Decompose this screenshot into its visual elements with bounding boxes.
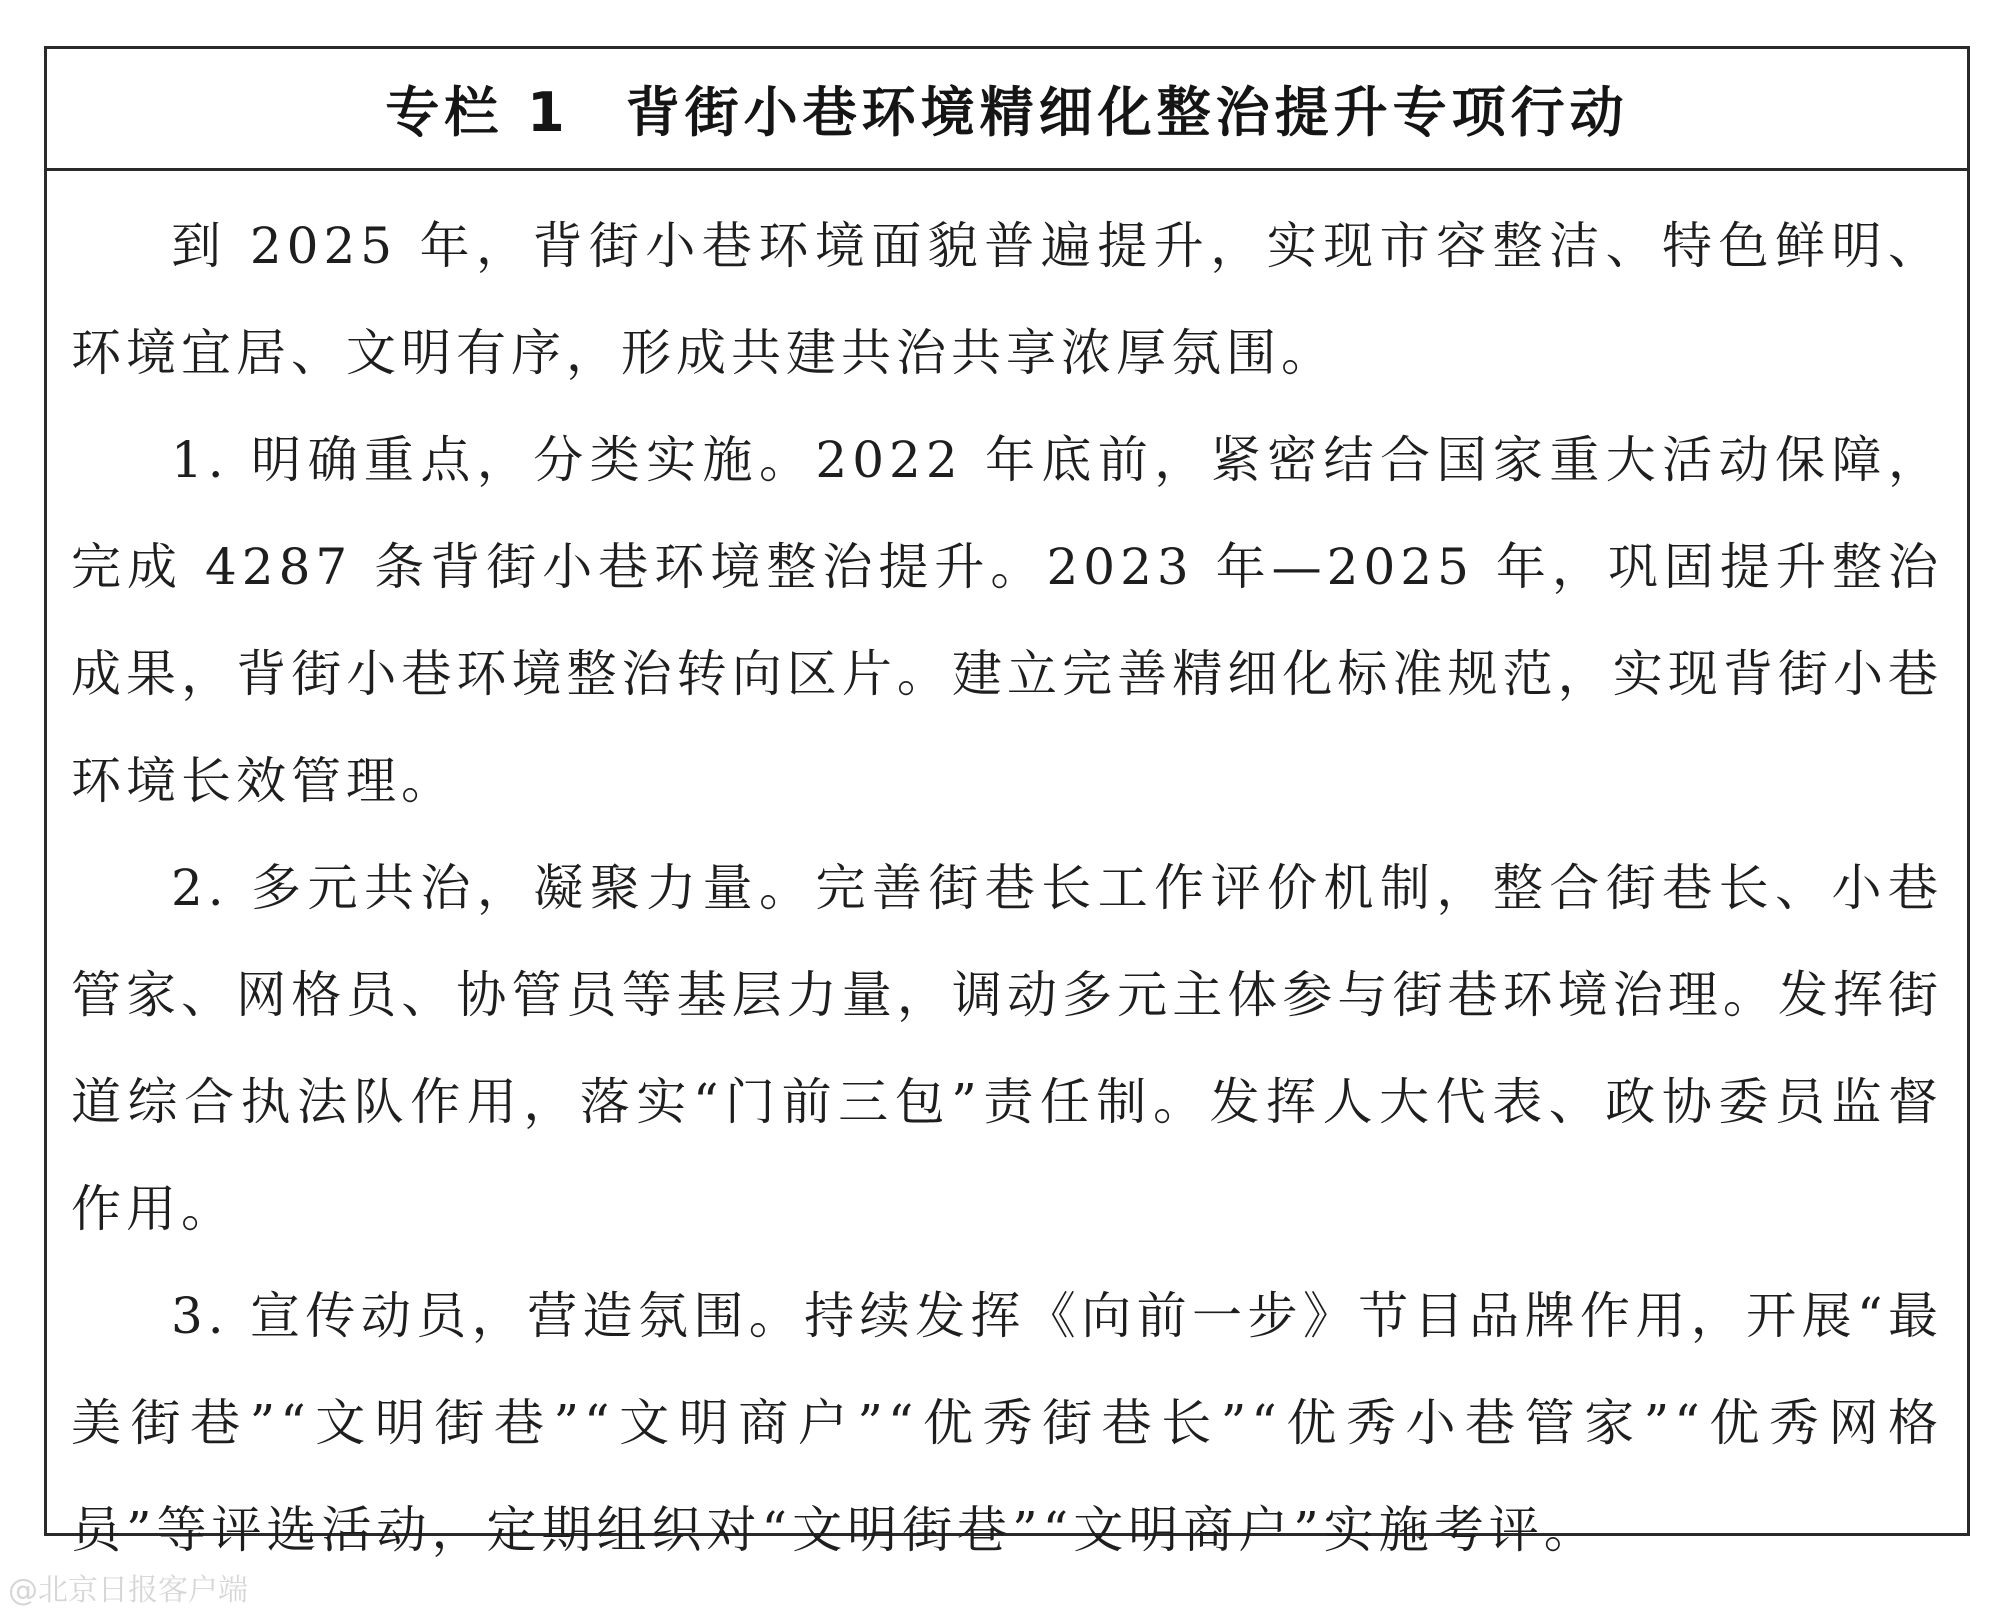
column-box [44, 46, 1970, 1559]
item-3-paragraph: 3. 宣传动员，营造氛围。持续发挥《向前一步》节目品牌作用，开展“最美街巷”“文明街巷”“文明商户”“优秀街巷长”“优秀小巷管家”“优秀网格员”等评选活动，定期组织对“文明街巷”“文明商户”实施考评。 [71, 1287, 1943, 1559]
column-header [47, 49, 1967, 171]
intro-paragraph: 到 2025 年，背街小巷环境面貌普遍提升，实现市容整洁、特色鲜明、环境宜居、文明有序，形成共建共治共享浓厚氛围。 [71, 217, 1943, 382]
column-body [47, 171, 1967, 1584]
column-title: 背街小巷环境精细化整治提升专项行动 [625, 81, 1629, 144]
item-1-paragraph: 1. 明确重点，分类实施。2022 年底前，紧密结合国家重大活动保障，完成 4287 条背街小巷环境整治提升。2023 年—2025 年，巩固提升整治成果，背街小巷环境整治转向区片。建立完善精细化标准规范，实现背街小巷环境长效管理。 [71, 431, 1943, 810]
column-label: 专栏 1 [385, 81, 570, 144]
watermark: @北京日报客户端 [8, 1573, 248, 1608]
item-2-paragraph: 2. 多元共治，凝聚力量。完善街巷长工作评价机制，整合街巷长、小巷管家、网格员、协管员等基层力量，调动多元主体参与街巷环境治理。发挥街道综合执法队作用，落实“门前三包”责任制。发挥人大代表、政协委员监督作用。 [71, 859, 1943, 1238]
